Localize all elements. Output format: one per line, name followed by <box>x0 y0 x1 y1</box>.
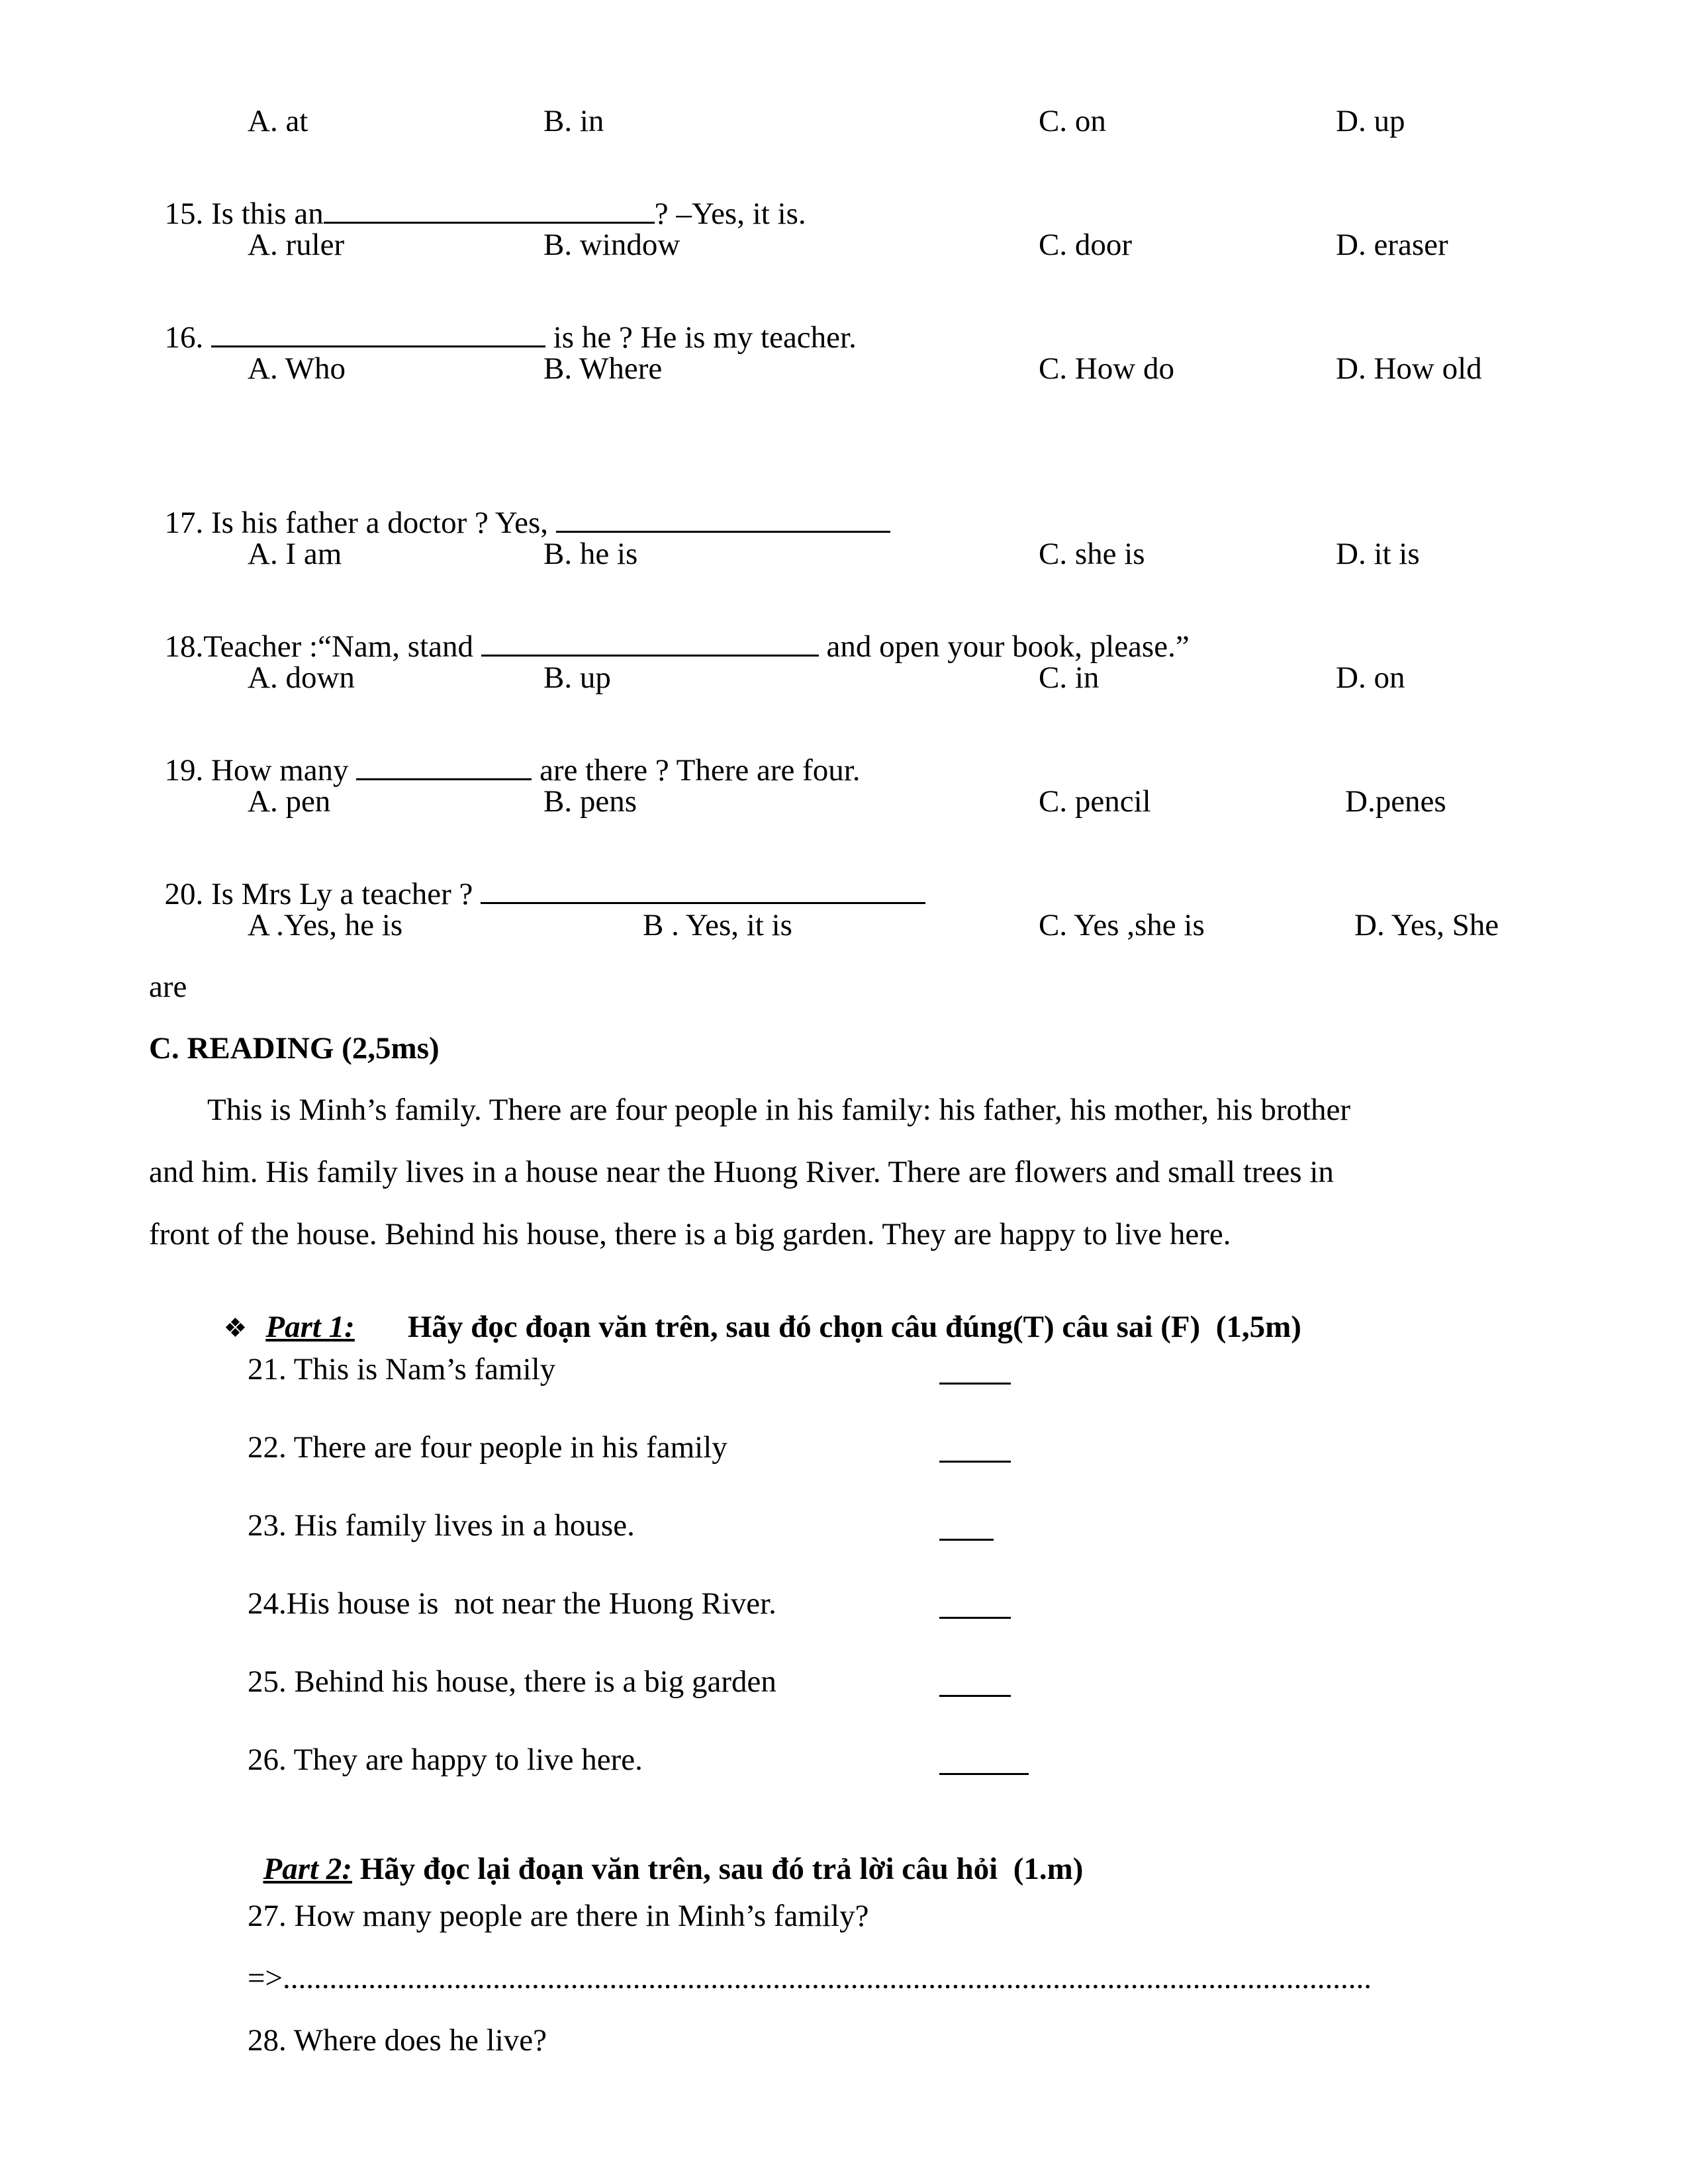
question-16-blank[interactable] <box>211 345 545 347</box>
tf-item-26: 26. They are happy to live here. <box>248 1743 643 1777</box>
tf-item-24-blank[interactable] <box>939 1616 1011 1619</box>
part-1-label: Part 1: <box>265 1310 355 1344</box>
q16-option-a[interactable]: A. Who <box>248 351 346 386</box>
q15-option-c[interactable]: C. door <box>1039 228 1132 262</box>
part-2-instruction: Hãy đọc lại đoạn văn trên, sau đó trả lời câu hỏi (1.m) <box>359 1852 1084 1886</box>
question-28: 28. Where does he live? <box>248 2023 547 2058</box>
question-17-blank[interactable] <box>556 530 890 533</box>
passage-line-2: and him. His family lives in a house near the Huong River. There are flowers and small trees in <box>149 1155 1334 1189</box>
q18-option-b[interactable]: B. up <box>543 660 611 695</box>
question-16-suffix: is he ? He is my teacher. <box>553 320 857 355</box>
part-1-instruction: Hãy đọc đoạn văn trên, sau đó chọn câu đúng(T) câu sai (F) (1,5m) <box>407 1310 1301 1344</box>
passage-line-1: This is Minh’s family. There are four people in his family: his father, his mother, his brother <box>207 1093 1351 1127</box>
q16-option-c[interactable]: C. How do <box>1039 351 1174 386</box>
q17-option-b[interactable]: B. he is <box>543 537 638 571</box>
question-27-answer-line[interactable]: =>............................................................................................................................................ <box>248 1961 1372 1995</box>
tf-item-25: 25. Behind his house, there is a big garden <box>248 1664 776 1699</box>
q14-option-b[interactable]: B. in <box>543 104 604 138</box>
q20-option-d[interactable]: D. Yes, She <box>1354 908 1499 942</box>
question-16 <box>149 291 857 353</box>
question-20-prefix: 20. Is Mrs Ly a teacher ? <box>164 877 473 911</box>
question-17-prefix: 17. Is his father a doctor ? Yes, <box>164 506 549 540</box>
question-18-prefix: 18.Teacher :“Nam, stand <box>164 629 474 664</box>
question-19 <box>149 724 861 786</box>
question-27: 27. How many people are there in Minh’s family? <box>248 1899 869 1933</box>
q15-option-d[interactable]: D. eraser <box>1336 228 1448 262</box>
q19-option-d[interactable]: D.penes <box>1345 784 1446 819</box>
q16-option-d[interactable]: D. How old <box>1336 351 1482 386</box>
tf-item-23-blank[interactable] <box>939 1538 994 1541</box>
question-18-blank[interactable] <box>481 654 819 657</box>
q14-option-a[interactable]: A. at <box>248 104 308 138</box>
question-18-suffix: and open your book, please.” <box>826 629 1190 664</box>
question-15-prefix: 15. Is this an <box>164 197 324 231</box>
tf-item-25-blank[interactable] <box>939 1694 1011 1697</box>
q20-option-c[interactable]: C. Yes ,she is <box>1039 908 1205 942</box>
question-20-blank[interactable] <box>481 901 925 904</box>
q19-option-c[interactable]: C. pencil <box>1039 784 1151 819</box>
part-2-header <box>248 1823 1083 1885</box>
question-15-blank[interactable] <box>324 221 655 224</box>
q20-option-a[interactable]: A .Yes, he is <box>248 908 403 942</box>
q18-option-d[interactable]: D. on <box>1336 660 1405 695</box>
question-18 <box>149 600 1190 662</box>
q17-option-a[interactable]: A. I am <box>248 537 342 571</box>
q16-option-b[interactable]: B. Where <box>543 351 663 386</box>
question-19-suffix: are there ? There are four. <box>539 753 861 788</box>
q20-option-d-wrap: are <box>149 970 187 1004</box>
tf-item-24: 24.His house is not near the Huong River. <box>248 1586 776 1621</box>
tf-item-23: 23. His family lives in a house. <box>248 1508 635 1543</box>
tf-item-22: 22. There are four people in his family <box>248 1430 727 1465</box>
q15-option-b[interactable]: B. window <box>543 228 680 262</box>
diamond-bullet-icon: ❖ <box>223 1313 248 1343</box>
question-15 <box>149 167 806 230</box>
part-2-label: Part 2: <box>263 1852 352 1886</box>
question-15-suffix: ? –Yes, it is. <box>654 197 806 231</box>
q14-option-c[interactable]: C. on <box>1039 104 1106 138</box>
q20-option-b[interactable]: B . Yes, it is <box>643 908 792 942</box>
q18-option-c[interactable]: C. in <box>1039 660 1100 695</box>
tf-item-21: 21. This is Nam’s family <box>248 1352 556 1387</box>
q14-option-d[interactable]: D. up <box>1336 104 1405 138</box>
passage-line-3: front of the house. Behind his house, there is a big garden. They are happy to live here. <box>149 1217 1231 1251</box>
q19-option-b[interactable]: B. pens <box>543 784 637 819</box>
part-1-header <box>208 1281 1301 1343</box>
q17-option-c[interactable]: C. she is <box>1039 537 1145 571</box>
tf-item-26-blank[interactable] <box>939 1772 1029 1775</box>
tf-item-22-blank[interactable] <box>939 1460 1011 1463</box>
question-19-prefix: 19. How many <box>164 753 349 788</box>
question-20 <box>149 848 925 910</box>
q15-option-a[interactable]: A. ruler <box>248 228 345 262</box>
q19-option-a[interactable]: A. pen <box>248 784 331 819</box>
question-19-blank[interactable] <box>356 778 532 780</box>
reading-heading: C. READING (2,5ms) <box>149 1031 440 1066</box>
q17-option-d[interactable]: D. it is <box>1336 537 1420 571</box>
question-17 <box>149 477 890 539</box>
tf-item-21-blank[interactable] <box>939 1382 1011 1385</box>
q18-option-a[interactable]: A. down <box>248 660 355 695</box>
question-16-prefix: 16. <box>164 320 204 355</box>
